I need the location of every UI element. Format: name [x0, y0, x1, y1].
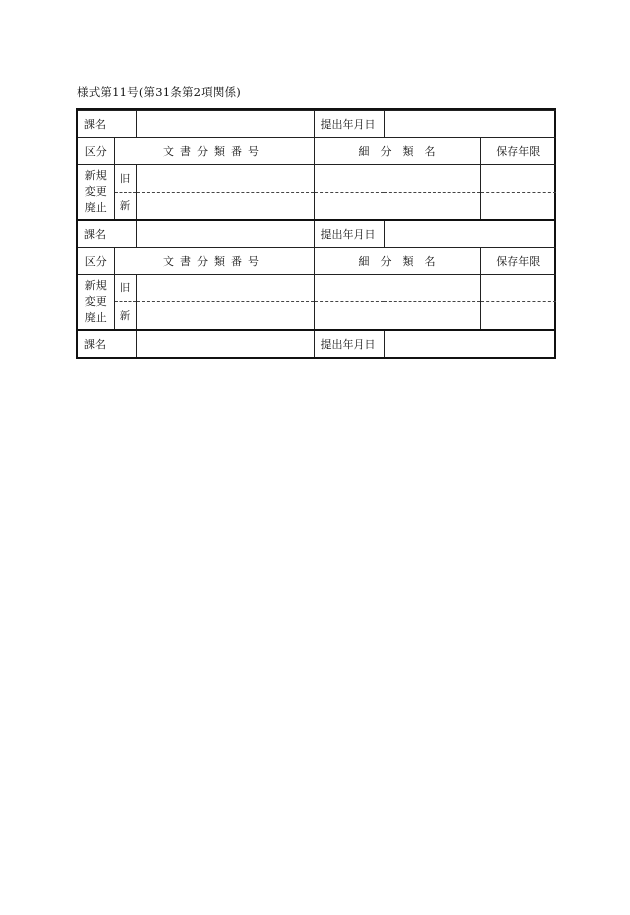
block2-new-row [78, 302, 556, 330]
block1-new-row [78, 192, 556, 220]
kubun-header: 区分 [78, 247, 114, 274]
kind-new-label: 新規 [84, 278, 107, 292]
ka-name-field[interactable] [136, 111, 314, 138]
block2-header-row [78, 220, 556, 247]
kind-cell [78, 165, 114, 221]
old-label: 旧 [114, 165, 136, 193]
old-doc-no-field[interactable] [136, 274, 314, 302]
block1-header-row [78, 111, 556, 138]
old-detail-field[interactable] [314, 165, 480, 193]
block2-column-header-row [78, 247, 556, 274]
block1-column-header-row [78, 138, 556, 165]
submit-date-field[interactable] [384, 111, 556, 138]
ka-name-field[interactable] [136, 330, 314, 357]
new-label: 新 [114, 302, 136, 330]
retention-header: 保存年限 [480, 247, 556, 274]
submit-date-label: 提出年月日 [314, 330, 384, 357]
retention-header: 保存年限 [480, 138, 556, 165]
new-retention-field[interactable] [480, 192, 556, 220]
detail-class-name-header: 細 分 類 名 [314, 138, 480, 165]
kind-new-label: 新規 [84, 169, 107, 182]
old-retention-field[interactable] [480, 165, 556, 193]
doc-class-no-header: 文書分類番号 [114, 138, 314, 165]
doc-class-no-header: 文書分類番号 [114, 247, 314, 274]
new-detail-field[interactable] [314, 192, 480, 220]
submit-date-field[interactable] [384, 330, 556, 357]
block2-old-row [78, 274, 556, 302]
submit-date-field[interactable] [384, 220, 556, 247]
old-label: 旧 [114, 274, 136, 302]
submit-date-label: 提出年月日 [314, 220, 384, 247]
detail-class-name-header: 細 分 類 名 [314, 247, 480, 274]
old-retention-field[interactable] [480, 274, 556, 302]
kind-abolish-label: 廃止 [84, 310, 107, 324]
kind-change-label: 変更 [84, 185, 107, 198]
kind-abolish-label: 廃止 [84, 201, 107, 214]
form-caption: 様式第11号(第31条第2項関係) [77, 85, 241, 99]
new-label: 新 [114, 192, 136, 220]
new-detail-field[interactable] [314, 302, 480, 330]
classification-form [76, 108, 556, 359]
ka-name-field[interactable] [136, 220, 314, 247]
new-doc-no-field[interactable] [136, 302, 314, 330]
old-doc-no-field[interactable] [136, 165, 314, 193]
kubun-header: 区分 [78, 138, 114, 165]
ka-name-label: 課名 [78, 220, 136, 247]
new-retention-field[interactable] [480, 302, 556, 330]
kind-change-label: 変更 [84, 294, 107, 308]
ka-name-label: 課名 [78, 330, 136, 357]
old-detail-field[interactable] [314, 274, 480, 302]
block3-header-row [78, 330, 556, 357]
submit-date-label: 提出年月日 [314, 111, 384, 138]
kind-cell [78, 274, 114, 330]
ka-name-label: 課名 [78, 111, 136, 138]
classification-table [78, 110, 556, 357]
block1-old-row [78, 165, 556, 193]
new-doc-no-field[interactable] [136, 192, 314, 220]
